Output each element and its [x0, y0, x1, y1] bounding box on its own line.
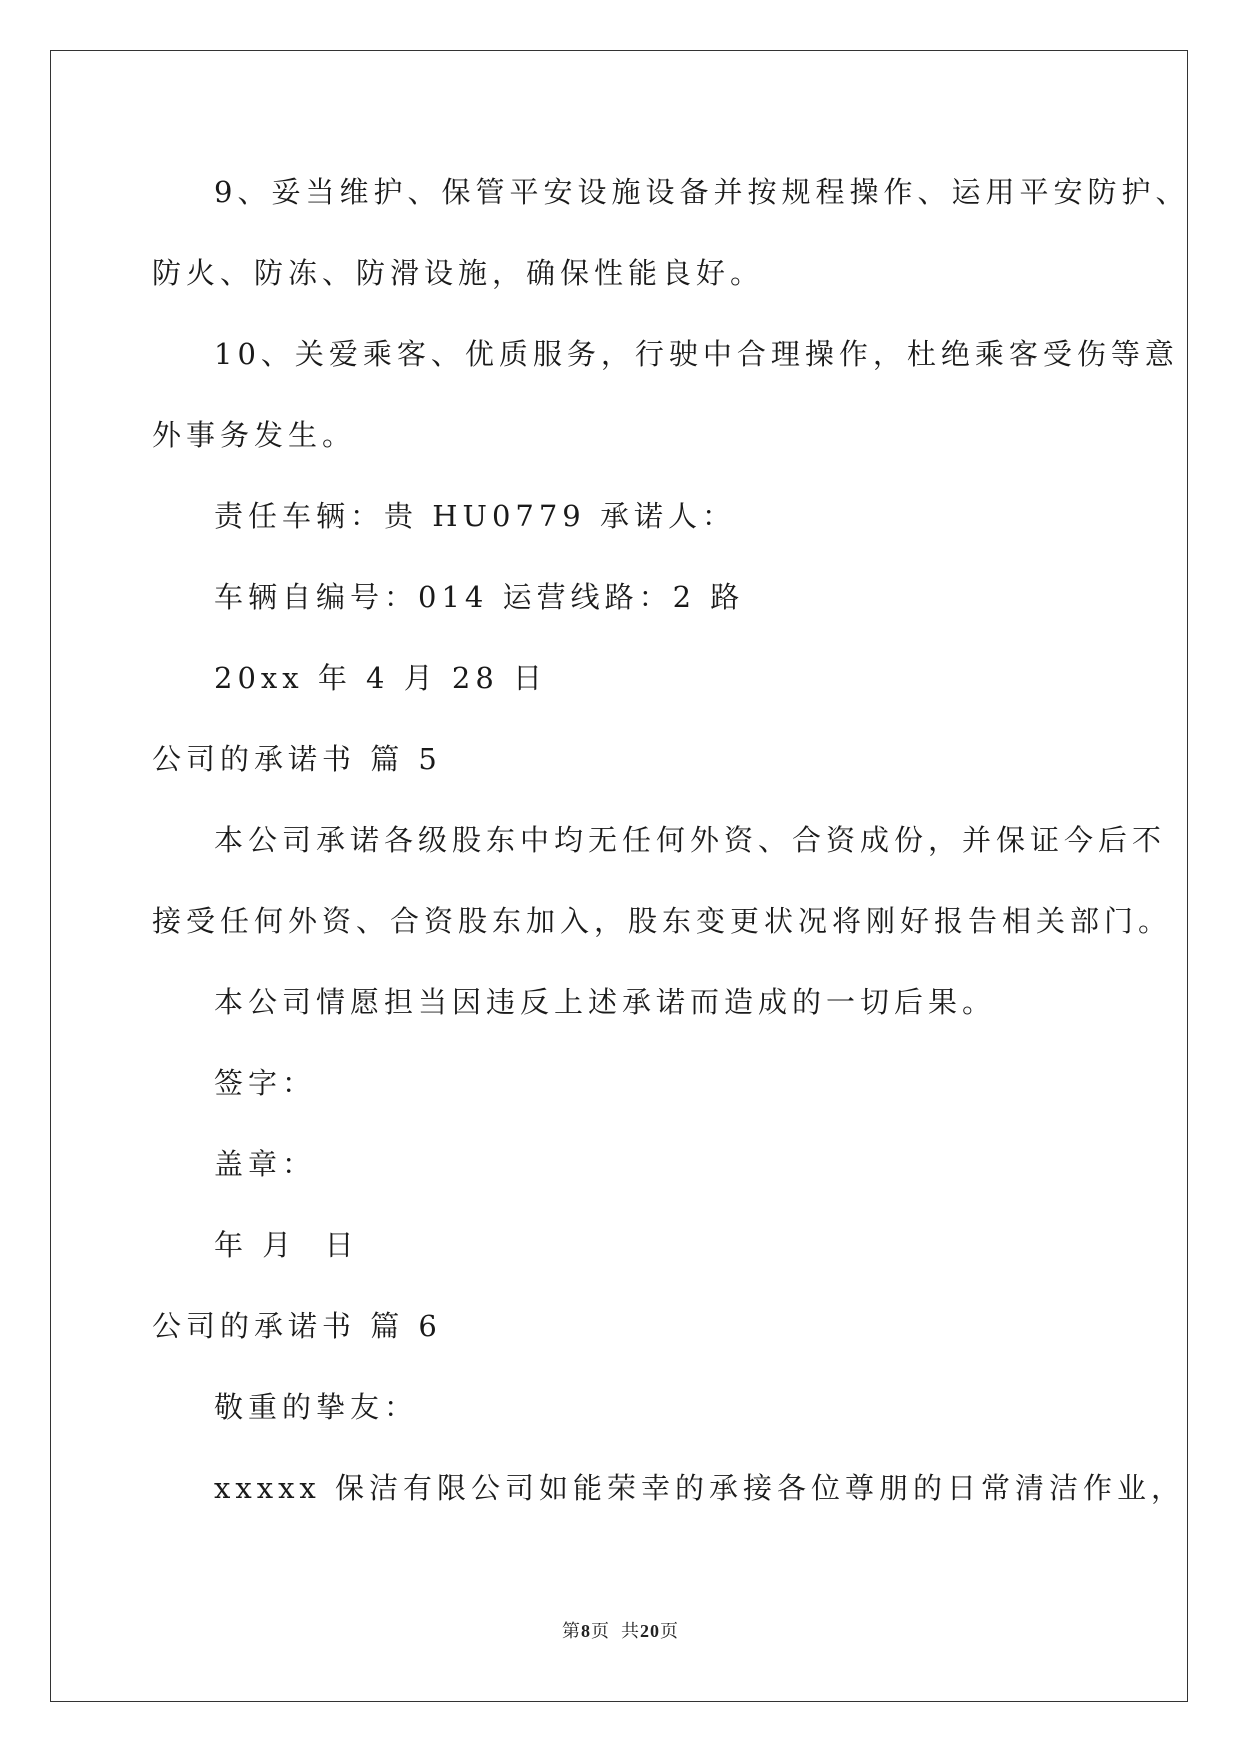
footer-suffix: 页: [660, 1621, 679, 1641]
footer-middle: 页 共: [591, 1621, 640, 1641]
item-9-line-2: 防火、防冻、防滑设施，确保性能良好。: [152, 256, 765, 290]
item-10-line-1: 10、关爱乘客、优质服务，行驶中合理操作，杜绝乘客受伤等意: [214, 337, 1179, 371]
seal-label: 盖章：: [214, 1147, 317, 1181]
item-10-line-2: 外事务发生。: [152, 418, 357, 452]
blank-date-line: 年 月 日: [214, 1228, 359, 1262]
footer-total-pages: 20: [640, 1621, 660, 1641]
vehicle-line: 责任车辆：贵 HU0779 承诺人：: [214, 499, 736, 533]
page-border: [50, 50, 1188, 1702]
date-line: 20xx 年 4 月 28 日: [214, 661, 548, 695]
signature-label: 签字：: [214, 1066, 317, 1100]
salutation: 敬重的挚友：: [214, 1390, 419, 1424]
page-footer: [0, 1620, 1241, 1642]
section-heading-6: 公司的承诺书 篇 6: [152, 1309, 442, 1343]
pledge-paragraph-line-1: 本公司承诺各级股东中均无任何外资、合资成份，并保证今后不: [214, 823, 1167, 857]
footer-page-number: 8: [581, 1621, 591, 1641]
vehicle-number-line: 车辆自编号：014 运营线路：2 路: [214, 580, 745, 614]
item-9-line-1: 9、妥当维护、保管平安设施设备并按规程操作、运用平安防护、: [214, 175, 1190, 209]
pledge-paragraph-line-2: 接受任何外资、合资股东加入，股东变更状况将刚好报告相关部门。: [152, 904, 1173, 938]
footer-prefix: 第: [562, 1621, 581, 1641]
responsibility-line: 本公司情愿担当因违反上述承诺而造成的一切后果。: [214, 985, 997, 1019]
letter-paragraph-line-1: xxxxx 保洁有限公司如能荣幸的承接各位尊朋的日常清洁作业，: [214, 1471, 1185, 1505]
section-heading-5: 公司的承诺书 篇 5: [152, 742, 442, 776]
